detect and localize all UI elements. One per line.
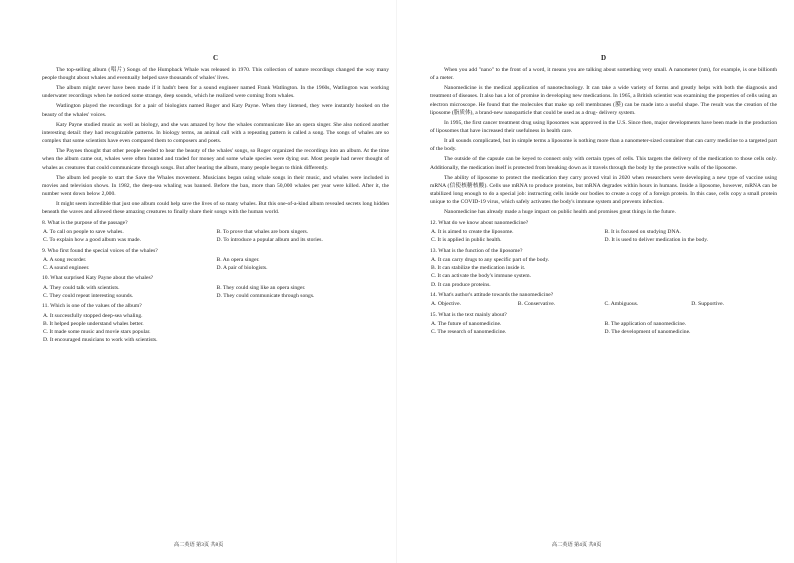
question-options — [42, 228, 389, 245]
question-stem: 13. What is the function of the liposome? — [430, 247, 523, 254]
passage-c-column — [42, 54, 389, 347]
option: D. Supportive. — [691, 301, 725, 308]
option: C. To explain how a good album was made. — [43, 237, 141, 244]
question-options — [430, 320, 777, 337]
paragraph: The outside of the capsule can be keyed to connect only with certain types of cells. This targets the delivery of the medication to those cells only. Additionally, the medication itself is protected from breaking down as it travels through the body by the protective walls of the liposome. — [430, 156, 777, 171]
option: A. It is aimed to create the liposome. — [431, 228, 514, 235]
option: A. Objective. — [431, 301, 461, 308]
paragraph: It all sounds complicated, but in simple terms a liposome is nothing more than a nanometer-sized container that can carry medicine to a targeted part of the body. — [430, 138, 777, 153]
paragraph: Nanomedicine has already made a huge impact on public health and promises great things in the future. — [444, 209, 676, 216]
option: A. The future of nanomedicine. — [431, 320, 502, 327]
question-options — [430, 256, 777, 289]
option: D. The development of nanomedicine. — [604, 329, 691, 336]
paragraph: Katy Payne studied music as well as biology, and she was amazed by how the whales communicate like an opera singer. She also noticed another interesting detail: they had recognizable patterns. In biology terms, an animal call with a repeating pattern is called a song. The songs of whales are so complex that some scientists have even compared them to composers and poets. — [42, 121, 389, 145]
option: A. A song recorder. — [43, 256, 87, 263]
passage-label: D — [600, 54, 607, 62]
option: A. It can carry drugs to any specific part of the body. — [431, 256, 550, 263]
option: C. The research of nanomedicine. — [431, 329, 507, 336]
paragraph: Nanomedicine is the medical application of nanotechnology. It can take a wide variety of forms and greatly helps with both the diagnosis and treatment of diseases. It also has a lot of promise in developing new medications. In 1965, a British scientist was examining the properties of cells using an electron microscope. He found that the molecules that make up cell membranes (膜) can be made into a useful shape. The result was the creation of the liposome (脂质体), a brand-new nanoparticle that could be used as a drug- delivery system. — [430, 85, 777, 117]
option: D. It can produce proteins. — [431, 281, 491, 288]
question-stem: 10. What surprised Katy Payne about the whales? — [42, 275, 154, 282]
question-stem: 15. What is the text mainly about? — [430, 311, 507, 318]
option: B. Conservative. — [517, 301, 556, 308]
option: C. It is applied in public health. — [431, 237, 502, 244]
option: B. It is focused on studying DNA. — [604, 228, 681, 235]
option: B. An opera singer. — [216, 256, 260, 263]
paragraph: The top-selling album (唱片) Songs of the Humpback Whale was released in 1970. This collection of nature recordings changed the way many people thought about whales and eventually helped save thousands of whales' lives. — [42, 67, 389, 82]
option: D. A pair of biologists. — [216, 265, 268, 272]
option: A. They could talk with scientists. — [43, 284, 120, 291]
question-options — [430, 300, 777, 308]
question-stem: 12. What do we know about nanomedicine? — [430, 219, 529, 226]
option: A. To call on people to save whales. — [43, 228, 124, 235]
option: C. They could repeat interesting sounds. — [43, 292, 134, 299]
option: B. They could sing like an opera singer. — [216, 284, 306, 291]
passage-label: C — [212, 54, 219, 62]
option: B. It helped people understand whales better. — [43, 320, 144, 327]
option: A. It successfully stopped deep-sea whaling. — [43, 312, 143, 319]
page-footer: 高二英语 第3页 共8页 — [174, 542, 224, 548]
paragraph: The ability of liposome to protect the medication they carry proved vital in 2020 when researchers were developing a new type of vaccine using mRNA (信使核糖核酸). Cells use mRNA to produce proteins, but mRNA degrades within hours in humans. Inside a liposome, however, mRNA can be stabilized long enough to do a special job: instructing cells inside our bodies to create a copy of a foreign protein. In this case, cells copy a small protein unique to the COVID-19 virus, which safely activates the body's immune system and prevents infection. — [430, 174, 777, 206]
passage-d-column — [430, 54, 777, 338]
paragraph: The album led people to start the Save the Whales movement. Musicians began using whale songs in their music, and whales were included in movies and television shows. In 1982, the deep-sea whaling was banned. Before the ban, more than 50,000 whales per year were killed. After it, the number went down below 2,000. — [42, 174, 389, 198]
option: D. They could communicate through songs. — [216, 292, 315, 299]
question-stem: 9. Who first found the special voices of the whales? — [42, 247, 158, 254]
question-options — [42, 312, 389, 345]
option: B. It can stabilize the medication inside it. — [431, 265, 526, 272]
option: D. It is used to deliver medication in the body. — [604, 237, 709, 244]
option: D. To introduce a popular album and its stories. — [216, 237, 323, 244]
paragraph: It might seem incredible that just one album could help save the lives of so many whales. But this one-of-a-kind album revealed secrets long hidden beneath the waves and allowed these amazing creatures to finally share their songs with the human world. — [42, 201, 389, 216]
question-stem: 14. What's author's attitude towards the nanomedicine? — [430, 291, 554, 298]
option: D. It encouraged musicians to work with scientists. — [43, 337, 158, 344]
question-options — [42, 284, 389, 301]
paragraph: When you add "nano" to the front of a word, it means you are talking about something very small. A nanometer (nm), for example, is one billionth of a meter. — [430, 67, 777, 82]
option: C. It can activate the body's immune system. — [431, 273, 531, 280]
question-options — [42, 256, 389, 273]
question-options — [430, 228, 777, 245]
paragraph: Watlington played the recordings for a pair of biologists named Roger and Katy Payne. When they listened, they were instantly hooked on the beauty of the whales' voices. — [42, 103, 389, 118]
paragraph: The album might never have been made if it hadn't been for a sound engineer named Frank Watlington. In the 1960s, Watlington was working underwater recordings when he noticed some strange, deep sounds, which he realized were coming from whales. — [42, 85, 389, 100]
option: B. The application of nanomedicine. — [604, 320, 687, 327]
question-stem: 8. What is the purpose of the passage? — [42, 219, 128, 226]
page-footer: 高二英语 第4页 共8页 — [552, 542, 602, 548]
page-fold — [396, 0, 397, 563]
option: C. Ambiguous. — [604, 301, 639, 308]
option: C. A sound engineer. — [43, 265, 90, 272]
paragraph: The Paynes thought that other people needed to hear the beauty of the whales' songs, so Roger organized the recordings into an album. At the time when the album came out, whales were often hunted and traded for money and some whale species were dying out. Most people had never thought of whales as creatures that could communicate through songs. But after hearing the album, many people began to think differently. — [42, 148, 389, 171]
option: C. It made some music and movie stars popular. — [43, 329, 151, 336]
question-stem: 11. Which is one of the values of the album? — [42, 303, 142, 310]
paragraph: In 1995, the first cancer treatment drug using liposomes was approved in the U.S. Since then, major developments have been made in the production of liposomes that have increased their usefulness in health care. — [430, 119, 777, 135]
option: B. To prove that whales are born singers. — [216, 228, 309, 235]
